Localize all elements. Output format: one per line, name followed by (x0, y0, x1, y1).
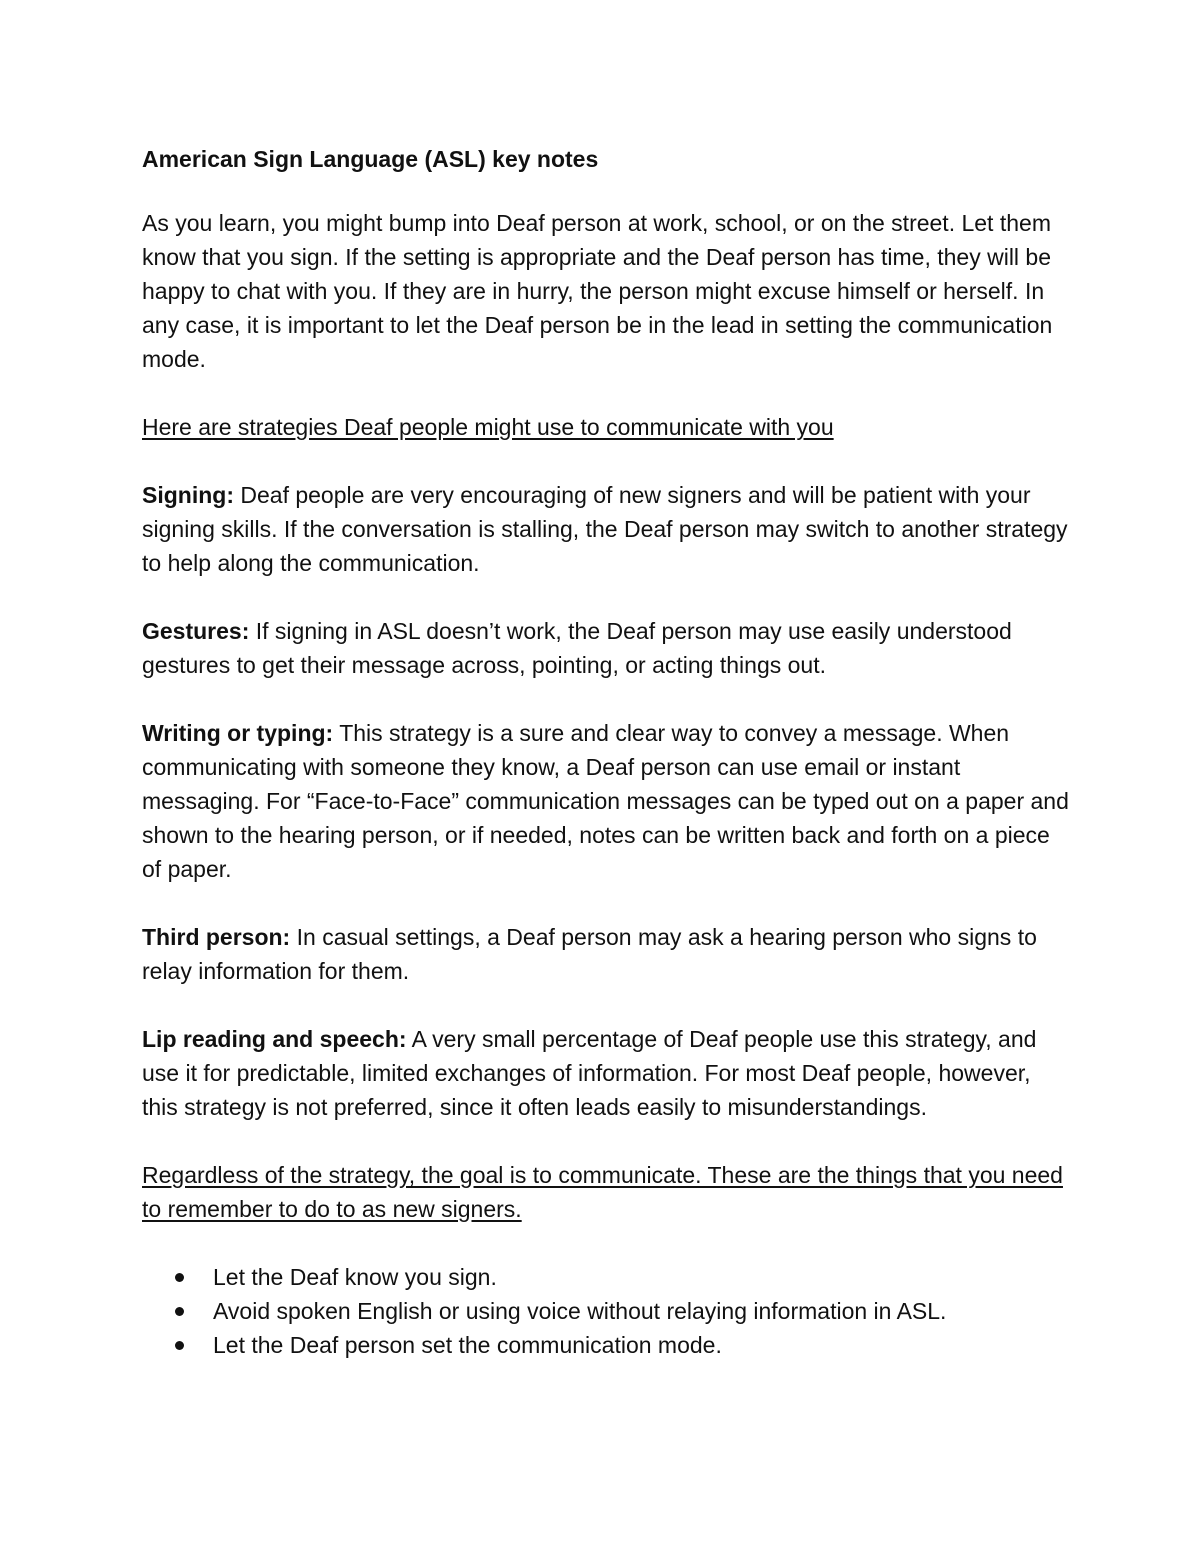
strategy-label: Writing or typing: (142, 720, 334, 746)
strategy-gestures (142, 614, 1072, 682)
list-item-text: Avoid spoken English or using voice without relaying information in ASL. (213, 1298, 947, 1324)
strategy-writing (142, 716, 1072, 886)
strategy-text: This strategy is a sure and clear way to convey a message. When communicating with someone they know, a Deaf person can use email or instant messaging. For “Face-to-Face” communication messages can be typed out on a paper and shown to the hearing person, or if needed, notes can be written back and forth on a piece of paper. (142, 720, 1069, 882)
intro-paragraph: As you learn, you might bump into Deaf person at work, school, or on the street. Let them know that you sign. If the setting is appropriate and the Deaf person has time, they will be happy to chat with you. If they are in hurry, the person might excuse himself or herself. In any case, it is important to let the Deaf person be in the lead in setting the communication mode. (142, 210, 1053, 372)
strategy-text: In casual settings, a Deaf person may ask a hearing person who signs to relay information for them. (142, 924, 1037, 984)
strategy-lip-reading (142, 1022, 1072, 1124)
bullet-icon (175, 1307, 184, 1316)
document-title: American Sign Language (ASL) key notes (142, 146, 599, 172)
list-item-text: Let the Deaf person set the communication mode. (213, 1332, 722, 1358)
list-item (142, 1260, 1072, 1294)
list-item-text: Let the Deaf know you sign. (213, 1264, 497, 1290)
list-item (142, 1294, 1072, 1328)
strategy-text: A very small percentage of Deaf people use this strategy, and use it for predictable, limited exchanges of information. For most Deaf people, however, this strategy is not preferred, since it often leads easily to misunderstandings. (142, 1026, 1037, 1120)
strategy-label: Third person: (142, 924, 291, 950)
document-page (142, 142, 1072, 1362)
reminder-list (142, 1260, 1072, 1362)
strategy-label: Signing: (142, 482, 234, 508)
strategy-label: Gestures: (142, 618, 250, 644)
strategy-text: Deaf people are very encouraging of new signers and will be patient with your signing skills. If the conversation is stalling, the Deaf person may switch to another strategy to help along the communication. (142, 482, 1068, 576)
strategy-signing (142, 478, 1072, 580)
list-item (142, 1328, 1072, 1362)
bullet-icon (175, 1273, 184, 1282)
strategy-label: Lip reading and speech: (142, 1026, 407, 1052)
bullet-icon (175, 1341, 184, 1350)
strategies-heading: Here are strategies Deaf people might use to communicate with you (142, 414, 834, 440)
strategy-third-person (142, 920, 1072, 988)
closing-heading: Regardless of the strategy, the goal is to communicate. These are the things that you need to remember to do to as new signers. (142, 1162, 1063, 1222)
strategy-text: If signing in ASL doesn’t work, the Deaf person may use easily understood gestures to get their message across, pointing, or acting things out. (142, 618, 1012, 678)
